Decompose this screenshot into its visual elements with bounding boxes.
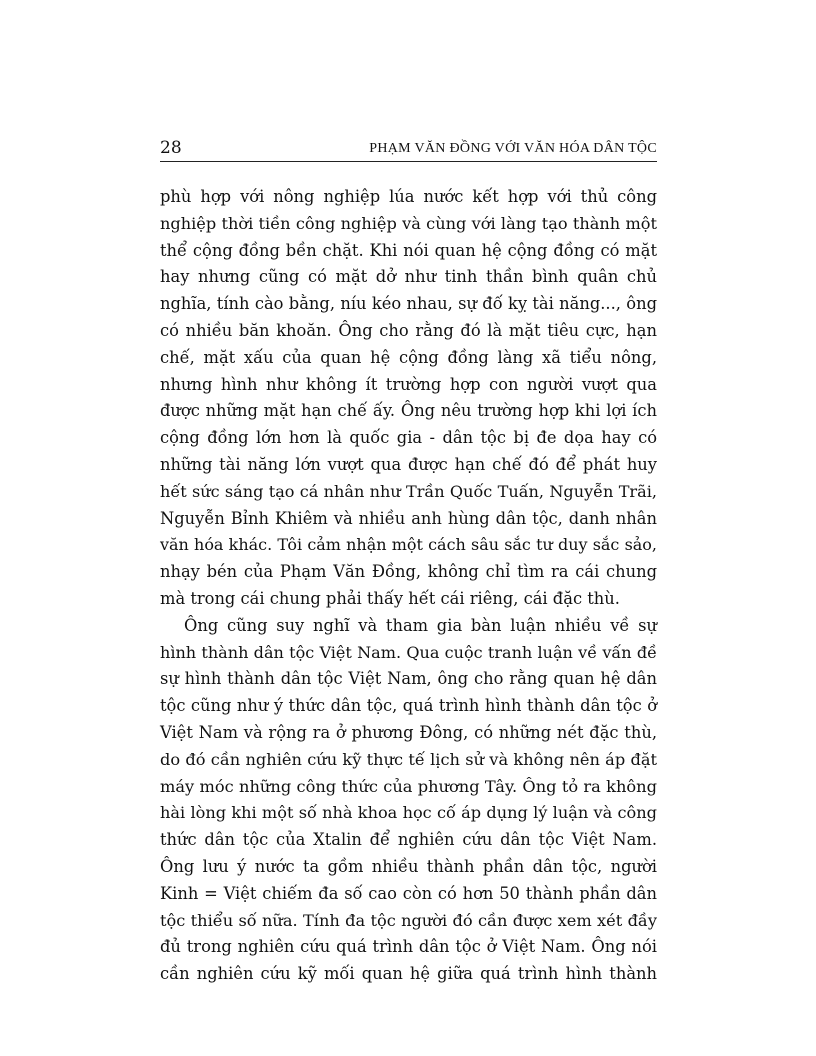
text-line: được những mặt hạn chế ấy. Ông nêu trường hợp khi lợi ích <box>160 401 657 421</box>
text-line: hết sức sáng tạo cá nhân như Trần Quốc Tuấn, Nguyễn Trãi, <box>160 481 657 501</box>
body-text <box>160 184 657 988</box>
text-line: thể cộng đồng bền chặt. Khi nói quan hệ cộng đồng có mặt <box>160 240 657 260</box>
text-line: những tài năng lớn vượt qua được hạn chế đó để phát huy <box>160 454 657 474</box>
text-line: máy móc những công thức của phương Tây. Ông tỏ ra không <box>160 776 657 796</box>
text-line: Kinh = Việt chiếm đa số cao còn có hơn 50 thành phần dân <box>160 883 657 903</box>
text-line: tộc thiểu số nữa. Tính đa tộc người đó cần được xem xét đầy <box>160 910 657 930</box>
text-line: Việt Nam và rộng ra ở phương Đông, có những nét đặc thù, <box>160 722 657 742</box>
text-line: hình thành dân tộc Việt Nam. Qua cuộc tranh luận về vấn đề <box>160 642 657 662</box>
text-line: hài lòng khi một số nhà khoa học cố áp dụng lý luận và công <box>160 803 657 823</box>
text-line: có nhiều băn khoăn. Ông cho rằng đó là mặt tiêu cực, hạn <box>160 320 657 340</box>
text-line: hay nhưng cũng có mặt dở như tinh thần bình quân chủ <box>160 267 657 287</box>
text-line: nhạy bén của Phạm Văn Đồng, không chỉ tìm ra cái chung <box>160 562 657 582</box>
text-line: đủ trong nghiên cứu quá trình dân tộc ở Việt Nam. Ông nói <box>160 937 657 957</box>
text-line: thức dân tộc của Xtalin để nghiên cứu dân tộc Việt Nam. <box>160 830 657 850</box>
text-line: nhưng hình như không ít trường hợp con người vượt qua <box>160 374 657 394</box>
text-line: sự hình thành dân tộc Việt Nam, ông cho rằng quan hệ dân <box>160 669 657 689</box>
text-line: do đó cần nghiên cứu kỹ thực tế lịch sử và không nên áp đặt <box>160 749 657 769</box>
running-title: PHẠM VĂN ĐỒNG VỚI VĂN HÓA DÂN TỘC <box>369 141 657 156</box>
text-line: cộng đồng lớn hơn là quốc gia - dân tộc bị đe dọa hay có <box>160 428 657 448</box>
text-line: mà trong cái chung phải thấy hết cái riêng, cái đặc thù. <box>160 588 620 608</box>
text-line: Ông lưu ý nước ta gồm nhiều thành phần dân tộc, người <box>160 856 657 876</box>
text-line: văn hóa khác. Tôi cảm nhận một cách sâu sắc tư duy sắc sảo, <box>160 535 657 555</box>
text-line: cần nghiên cứu kỹ mối quan hệ giữa quá trình hình thành <box>160 964 657 984</box>
text-line: Nguyễn Bỉnh Khiêm và nhiều anh hùng dân tộc, danh nhân <box>160 508 657 528</box>
running-header <box>160 137 657 162</box>
text-line: tộc cũng như ý thức dân tộc, quá trình hình thành dân tộc ở <box>160 696 657 716</box>
text-line: chế, mặt xấu của quan hệ cộng đồng làng xã tiểu nông, <box>160 347 657 367</box>
page-number: 28 <box>160 138 182 158</box>
text-line: Ông cũng suy nghĩ và tham gia bàn luận nhiều về sự <box>184 615 657 635</box>
text-line: phù hợp với nông nghiệp lúa nước kết hợp với thủ công <box>160 187 657 206</box>
text-line: nghiệp thời tiền công nghiệp và cùng với làng tạo thành một <box>160 213 657 233</box>
text-line: nghĩa, tính cào bằng, níu kéo nhau, sự đố kỵ tài năng..., ông <box>160 294 657 314</box>
